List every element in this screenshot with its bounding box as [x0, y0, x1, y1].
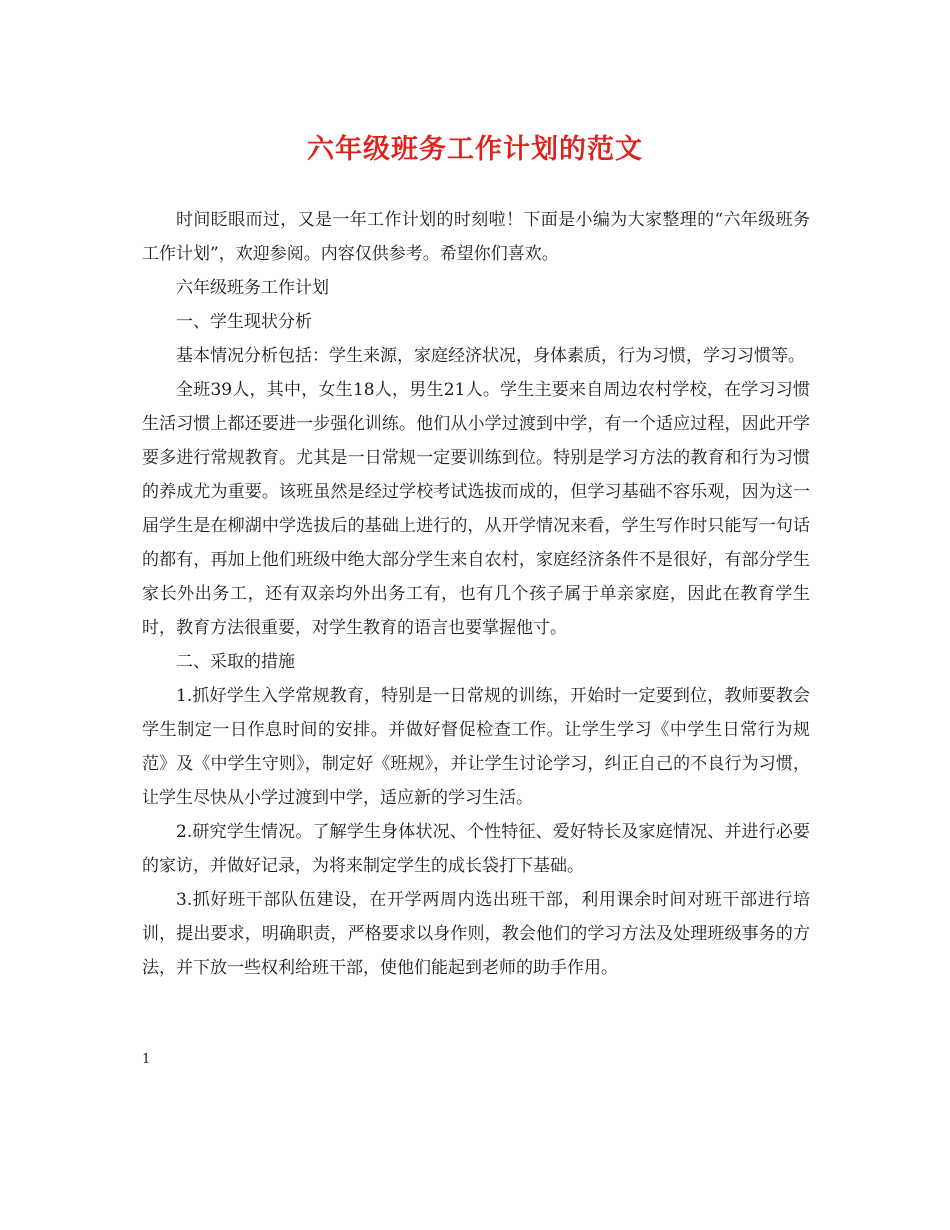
paragraph-measure-3: 3.抓好班干部队伍建设，在开学两周内选出班干部，利用课余时间对班干部进行培训，提出要求，明确职责，严格要求以身作则，教会他们的学习方法及处理班级事务的方法，并下放一些权利给班干部，使他们能起到老师的助手作用。 — [142, 890, 810, 978]
paragraph-intro: 时间眨眼而过，又是一年工作计划的时刻啦！下面是小编为大家整理的“六年级班务工作计划”，欢迎参阅。内容仅供参考。希望你们喜欢。 — [142, 210, 810, 264]
paragraph-plan-heading: 六年级班务工作计划 — [176, 278, 329, 298]
paragraph-measure-1: 1.抓好学生入学常规教育，特别是一日常规的训练，开始时一定要到位，教师要教会学生制定一日作息时间的安排。并做好督促检查工作。让学生学习《中学生日常行为规范》及《中学生守则》，制定好《班规》，并让学生讨论学习，纠正自己的不良行为习惯，让学生尽快从小学过渡到中学，适应新的学习生活。 — [142, 686, 810, 808]
document-title: 六年级班务工作计划的范文 — [307, 134, 643, 165]
section-heading-measures: 二、采取的措施 — [176, 652, 295, 672]
document-body — [142, 203, 810, 985]
section-heading-student-analysis: 一、学生现状分析 — [176, 312, 312, 332]
page-number: 1 — [142, 1052, 151, 1067]
paragraph-basic-analysis: 基本情况分析包括：学生来源，家庭经济状况，身体素质，行为习惯，学习习惯等。 — [176, 346, 805, 366]
paragraph-measure-2: 2.研究学生情况。了解学生身体状况、个性特征、爱好特长及家庭情况、并进行必要的家访，并做好记录，为将来制定学生的成长袋打下基础。 — [142, 822, 810, 876]
paragraph-class-situation: 全班39人，其中，女生18人，男生21人。学生主要来自周边农村学校，在学习习惯生活习惯上都还要进一步强化训练。他们从小学过渡到中学，有一个适应过程，因此开学要多进行常规教育。尤其是一日常规一定要训练到位。特别是学习方法的教育和行为习惯的养成尤为重要。该班虽然是经过学校考试选拔而成的，但学习基础不容乐观，因为这一届学生是在柳湖中学选拔后的基础上进行的，从开学情况来看，学生写作时只能写一句话的都有，再加上他们班级中绝大部分学生来自农村，家庭经济条件不是很好，有部分学生家长外出务工，还有双亲均外出务工有，也有几个孩子属于单亲家庭，因此在教育学生时，教育方法很重要，对学生教育的语言也要掌握他寸。 — [142, 380, 810, 638]
